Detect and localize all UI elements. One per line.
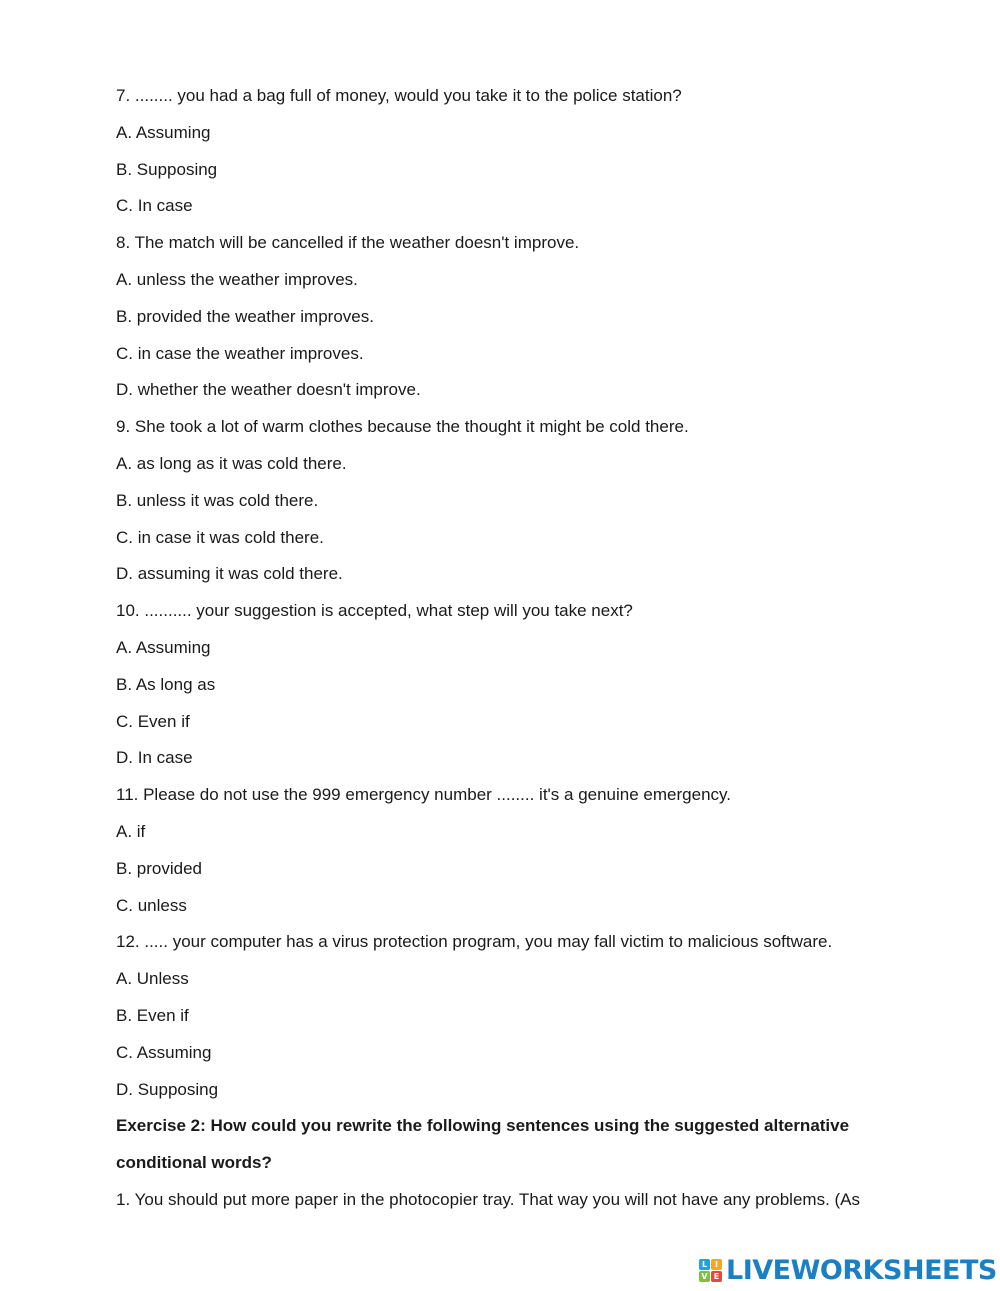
option-12c: C. Assuming	[116, 1042, 212, 1062]
option-8a: A. unless the weather improves.	[116, 269, 358, 289]
option-7b: B. Supposing	[116, 159, 218, 179]
logo-block-e: E	[711, 1271, 722, 1282]
worksheet-page	[116, 78, 956, 1219]
logo-text: LIVEWORKSHEETS	[726, 1254, 997, 1286]
option-10d: D. In case	[116, 748, 193, 768]
question-7: 7. ........ you had a bag full of money, would you take it to the police station?	[116, 86, 682, 105]
option-10b: B. As long as	[116, 674, 216, 694]
logo-block-l: L	[699, 1259, 710, 1270]
option-8b: B. provided the weather improves.	[116, 306, 374, 326]
option-12b: B. Even if	[116, 1005, 189, 1025]
option-7c: C. In case	[116, 196, 193, 216]
option-10a: A. Assuming	[116, 637, 211, 657]
option-8d: D. whether the weather doesn't improve.	[116, 380, 421, 400]
option-9c: C. in case it was cold there.	[116, 527, 324, 547]
exercise-2-heading-cont: conditional words?	[116, 1153, 272, 1173]
option-8c: C. in case the weather improves.	[116, 343, 364, 363]
logo-block-v: V	[699, 1271, 710, 1282]
option-9b: B. unless it was cold there.	[116, 490, 319, 510]
option-9d: D. assuming it was cold there.	[116, 564, 343, 584]
question-10: 10. .......... your suggestion is accepted, what step will you take next?	[116, 601, 633, 621]
option-11c: C. unless	[116, 895, 187, 915]
option-10c: C. Even if	[116, 711, 190, 731]
option-7a: A. Assuming	[116, 122, 211, 142]
option-12a: A. Unless	[116, 969, 189, 989]
option-9a: A. as long as it was cold there.	[116, 453, 347, 473]
option-12d: D. Supposing	[116, 1079, 219, 1099]
question-11: 11. Please do not use the 999 emergency number ........ it's a genuine emergency.	[116, 785, 731, 805]
exercise-2-heading: Exercise 2: How could you rewrite the following sentences using the suggested alternative	[116, 1116, 850, 1136]
option-11a: A. if	[116, 821, 146, 841]
question-8: 8. The match will be cancelled if the weather doesn't improve.	[116, 233, 580, 253]
option-11b: B. provided	[116, 858, 202, 878]
question-12: 12. ..... your computer has a virus protection program, you may fall victim to malicious software.	[116, 932, 833, 952]
logo-block-i: I	[711, 1259, 722, 1270]
question-9: 9. She took a lot of warm clothes because the thought it might be cold there.	[116, 417, 689, 437]
exercise-2-item-1: 1. You should put more paper in the photocopier tray. That way you will not have any problems. (As	[116, 1189, 861, 1209]
logo-blocks-icon	[699, 1256, 723, 1284]
liveworksheets-logo[interactable]	[699, 1253, 997, 1287]
